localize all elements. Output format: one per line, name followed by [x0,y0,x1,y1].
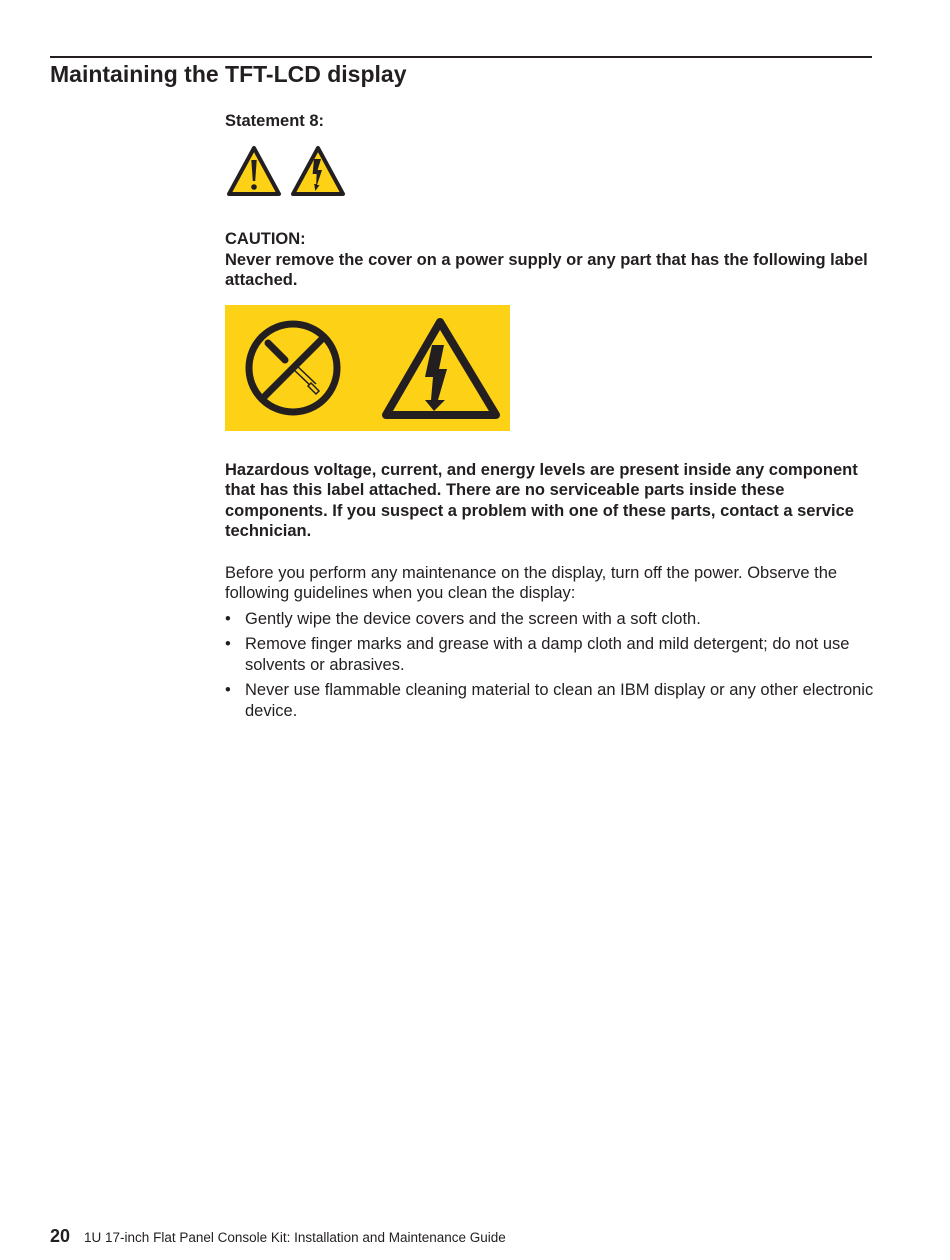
list-item [225,680,875,721]
caution-heading: CAUTION: [225,230,306,248]
page-footer [50,1226,506,1247]
no-tool-access-icon [249,324,337,412]
electrical-hazard-icon [289,144,347,198]
footer-title: 1U 17-inch Flat Panel Console Kit: Installation and Maintenance Guide [84,1230,506,1245]
page-number: 20 [50,1226,71,1246]
caution-text: Never remove the cover on a power supply or any part that has the following label attached. [225,250,868,289]
guidelines-list [225,609,875,722]
bullet-point: • [225,609,231,628]
list-item-text: Gently wipe the device covers and the screen with a soft cloth. [245,609,701,628]
list-item-text: Remove finger marks and grease with a damp cloth and mild detergent; do not use solvents or abrasives. [245,635,850,674]
hazard-label-image [225,305,510,431]
high-voltage-icon [386,322,496,415]
statement-label: Statement 8: [225,112,325,130]
list-item-text: Never use flammable cleaning material to clean an IBM display or any other electronic device. [245,681,874,720]
guidelines-intro: Before you perform any maintenance on the display, turn off the power. Observe the following guidelines when you clean the display: [225,563,838,602]
header-rule [50,56,872,58]
list-item [225,609,875,630]
page-title: Maintaining the TFT-LCD display [50,61,407,87]
bullet-point: • [225,681,231,699]
hazard-warning-text: Hazardous voltage, current, and energy levels are present inside any component that has this label attached. There are no serviceable parts inside these components. If you suspect a problem with one of these parts, contact a service technician. [225,460,858,540]
statement-icons [225,144,875,198]
caution-exclamation-icon [225,144,283,198]
main-content [225,110,875,726]
list-item [225,634,875,675]
bullet-point: • [225,635,231,653]
